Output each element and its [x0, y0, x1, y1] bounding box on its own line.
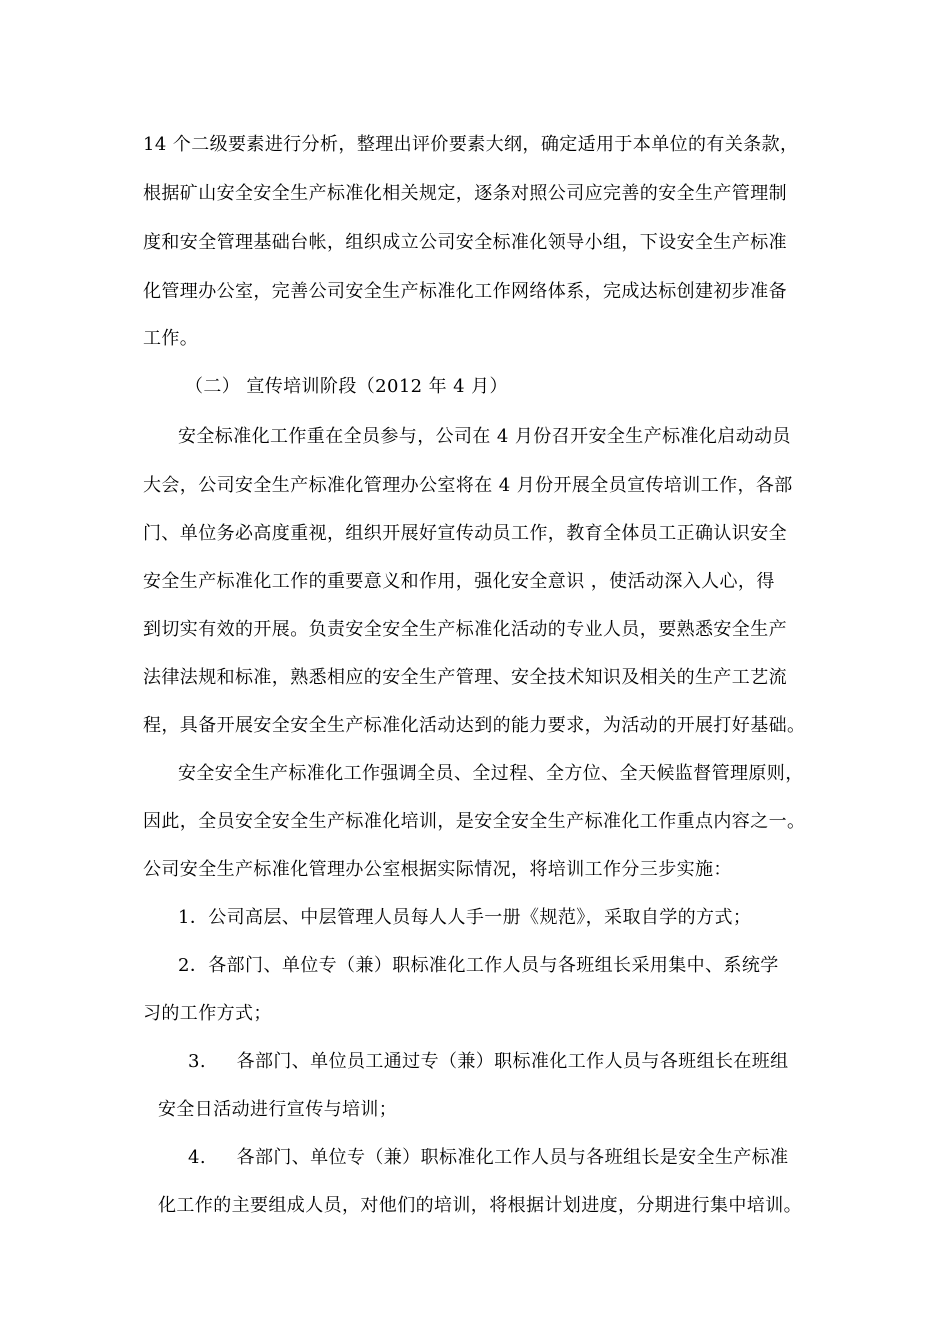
list-item: 1．公司高层、中层管理人员每人人手一册《规范》，采取自学的方式；	[178, 907, 752, 928]
paragraph-line: 程，具备开展安全安全生产标准化活动达到的能力要求，为活动的开展打好基础。	[143, 715, 806, 736]
section-heading: （二） 宣传培训阶段（2012 年 4 月）	[185, 376, 508, 397]
paragraph-line: 安全标准化工作重在全员参与，公司在 4 月份召开安全生产标准化启动动员	[178, 426, 791, 447]
paragraph-line: 根据矿山安全安全生产标准化相关规定，逐条对照公司应完善的安全生产管理制	[143, 183, 787, 204]
paragraph-line: 到切实有效的开展。负责安全安全生产标准化活动的专业人员，要熟悉安全生产	[143, 619, 787, 640]
paragraph-line: 工作。	[143, 328, 199, 349]
paragraph-line: 法律法规和标准，熟悉相应的安全生产管理、安全技术知识及相关的生产工艺流	[143, 667, 787, 688]
paragraph-line: 安全生产标准化工作的重要意义和作用，强化安全意识 ，使活动深入人心，得	[143, 571, 775, 592]
paragraph-line: 度和安全管理基础台帐，组织成立公司安全标准化领导小组，下设安全生产标准	[143, 232, 787, 253]
paragraph-line: 14 个二级要素进行分析，整理出评价要素大纲，确定适用于本单位的有关条款，	[143, 134, 799, 155]
paragraph-line: 门、单位务必高度重视，组织开展好宣传动员工作，教育全体员工正确认识安全	[143, 523, 787, 544]
paragraph-line: 大会，公司安全生产标准化管理办公室将在 4 月份开展全员宣传培训工作，各部	[143, 475, 793, 496]
list-item: 3. 各部门、单位员工通过专（兼）职标准化工作人员与各班组长在班组	[188, 1051, 789, 1072]
list-item: 2．各部门、单位专（兼）职标准化工作人员与各班组长采用集中、系统学	[178, 955, 779, 976]
paragraph-line: 化管理办公室，完善公司安全生产标准化工作网络体系，完成达标创建初步准备	[143, 281, 787, 302]
paragraph-line: 安全安全生产标准化工作强调全员、全过程、全方位、全天候监督管理原则，	[178, 763, 804, 784]
paragraph-line: 安全日活动进行宣传与培训；	[158, 1099, 398, 1120]
paragraph-line: 习的工作方式；	[143, 1003, 272, 1024]
paragraph-line: 因此，全员安全安全生产标准化培训，是安全安全生产标准化工作重点内容之一。	[143, 811, 806, 832]
paragraph-line: 公司安全生产标准化管理办公室根据实际情况，将培训工作分三步实施：	[143, 859, 732, 880]
paragraph-line: 化工作的主要组成人员，对他们的培训，将根据计划进度，分期进行集中培训。	[158, 1195, 802, 1216]
list-item: 4. 各部门、单位专（兼）职标准化工作人员与各班组长是安全生产标准	[188, 1147, 789, 1168]
